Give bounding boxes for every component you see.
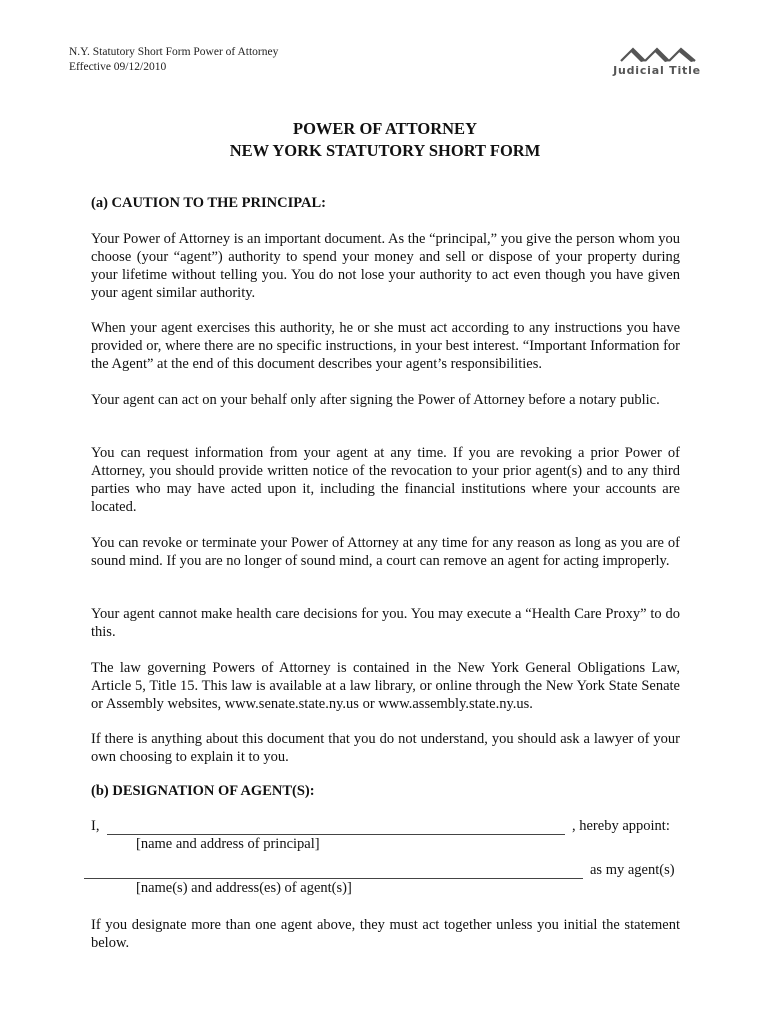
caution-paragraph-3: Your agent can act on your behalf only after signing the Power of Attorney before a notary public. [91,392,660,408]
caution-paragraph-2: When your agent exercises this authority, he or she must act according to any instructions you have provided or, where there are no specific instructions, in your best interest. “Important Information for the Agent” at the end of this document describes your agent’s responsibilities. [91,320,680,372]
effective-date: Effective 09/12/2010 [69,61,167,73]
multiple-agents-paragraph: If you designate more than one agent above, they must act together unless you initial the statement below. [91,917,680,951]
caution-paragraph-5: You can revoke or terminate your Power of Attorney at any time for any reason as long as you are of sound mind. If you are no longer of sound mind, a court can remove an agent for acting improperly. [91,535,680,569]
document-subtitle: NEW YORK STATUTORY SHORT FORM [229,141,541,160]
agent-name-field[interactable] [84,878,583,879]
caution-paragraph-7: The law governing Powers of Attorney is contained in the New York General Obligations Law, Article 5, Title 15. This law is available at a law library, or online through the New York State Senate or Assembly websites, www.senate.state.ny.us or www.assembly.state.ny.us. [91,660,680,712]
section-b-heading: (b) DESIGNATION OF AGENT(S): [91,783,315,799]
hereby-appoint-text: , hereby appoint: [572,818,670,834]
caution-paragraph-1: Your Power of Attorney is an important document. As the “principal,” you give the person whom you choose (your “agent”) authority to spend your money and sell or dispose of your property during your lifetime without telling you. You do not lose your authority to act even though you have given your agent similar authority. [91,231,680,301]
judicial-title-logo [611,44,703,80]
document-title: POWER OF ATTORNEY [293,119,477,138]
caution-paragraph-8: If there is anything about this document that you do not understand, you should ask a lawyer of your own choosing to explain it to you. [91,731,680,765]
form-name: N.Y. Statutory Short Form Power of Attorney [69,46,279,58]
rooftops-logo-icon [619,44,697,64]
caution-paragraph-4: You can request information from your agent at any time. If you are revoking a prior Power of Attorney, you should provide written notice of the revocation to your prior agent(s) and to any third parties who may have acted upon it, including the financial institutions where your accounts are located. [91,445,680,515]
caution-paragraph-6: Your agent cannot make health care decisions for you. You may execute a “Health Care Proxy” to do this. [91,606,680,640]
agent-caption: [name(s) and address(es) of agent(s)] [136,880,352,896]
principal-prefix: I, [91,818,100,834]
principal-name-field[interactable] [107,834,565,835]
section-a-heading: (a) CAUTION TO THE PRINCIPAL: [91,195,326,211]
form-header-text [69,45,278,75]
principal-caption: [name and address of principal] [136,836,320,852]
logo-text: Judicial Title [613,64,701,77]
as-my-agents-text: as my agent(s) [590,862,675,878]
